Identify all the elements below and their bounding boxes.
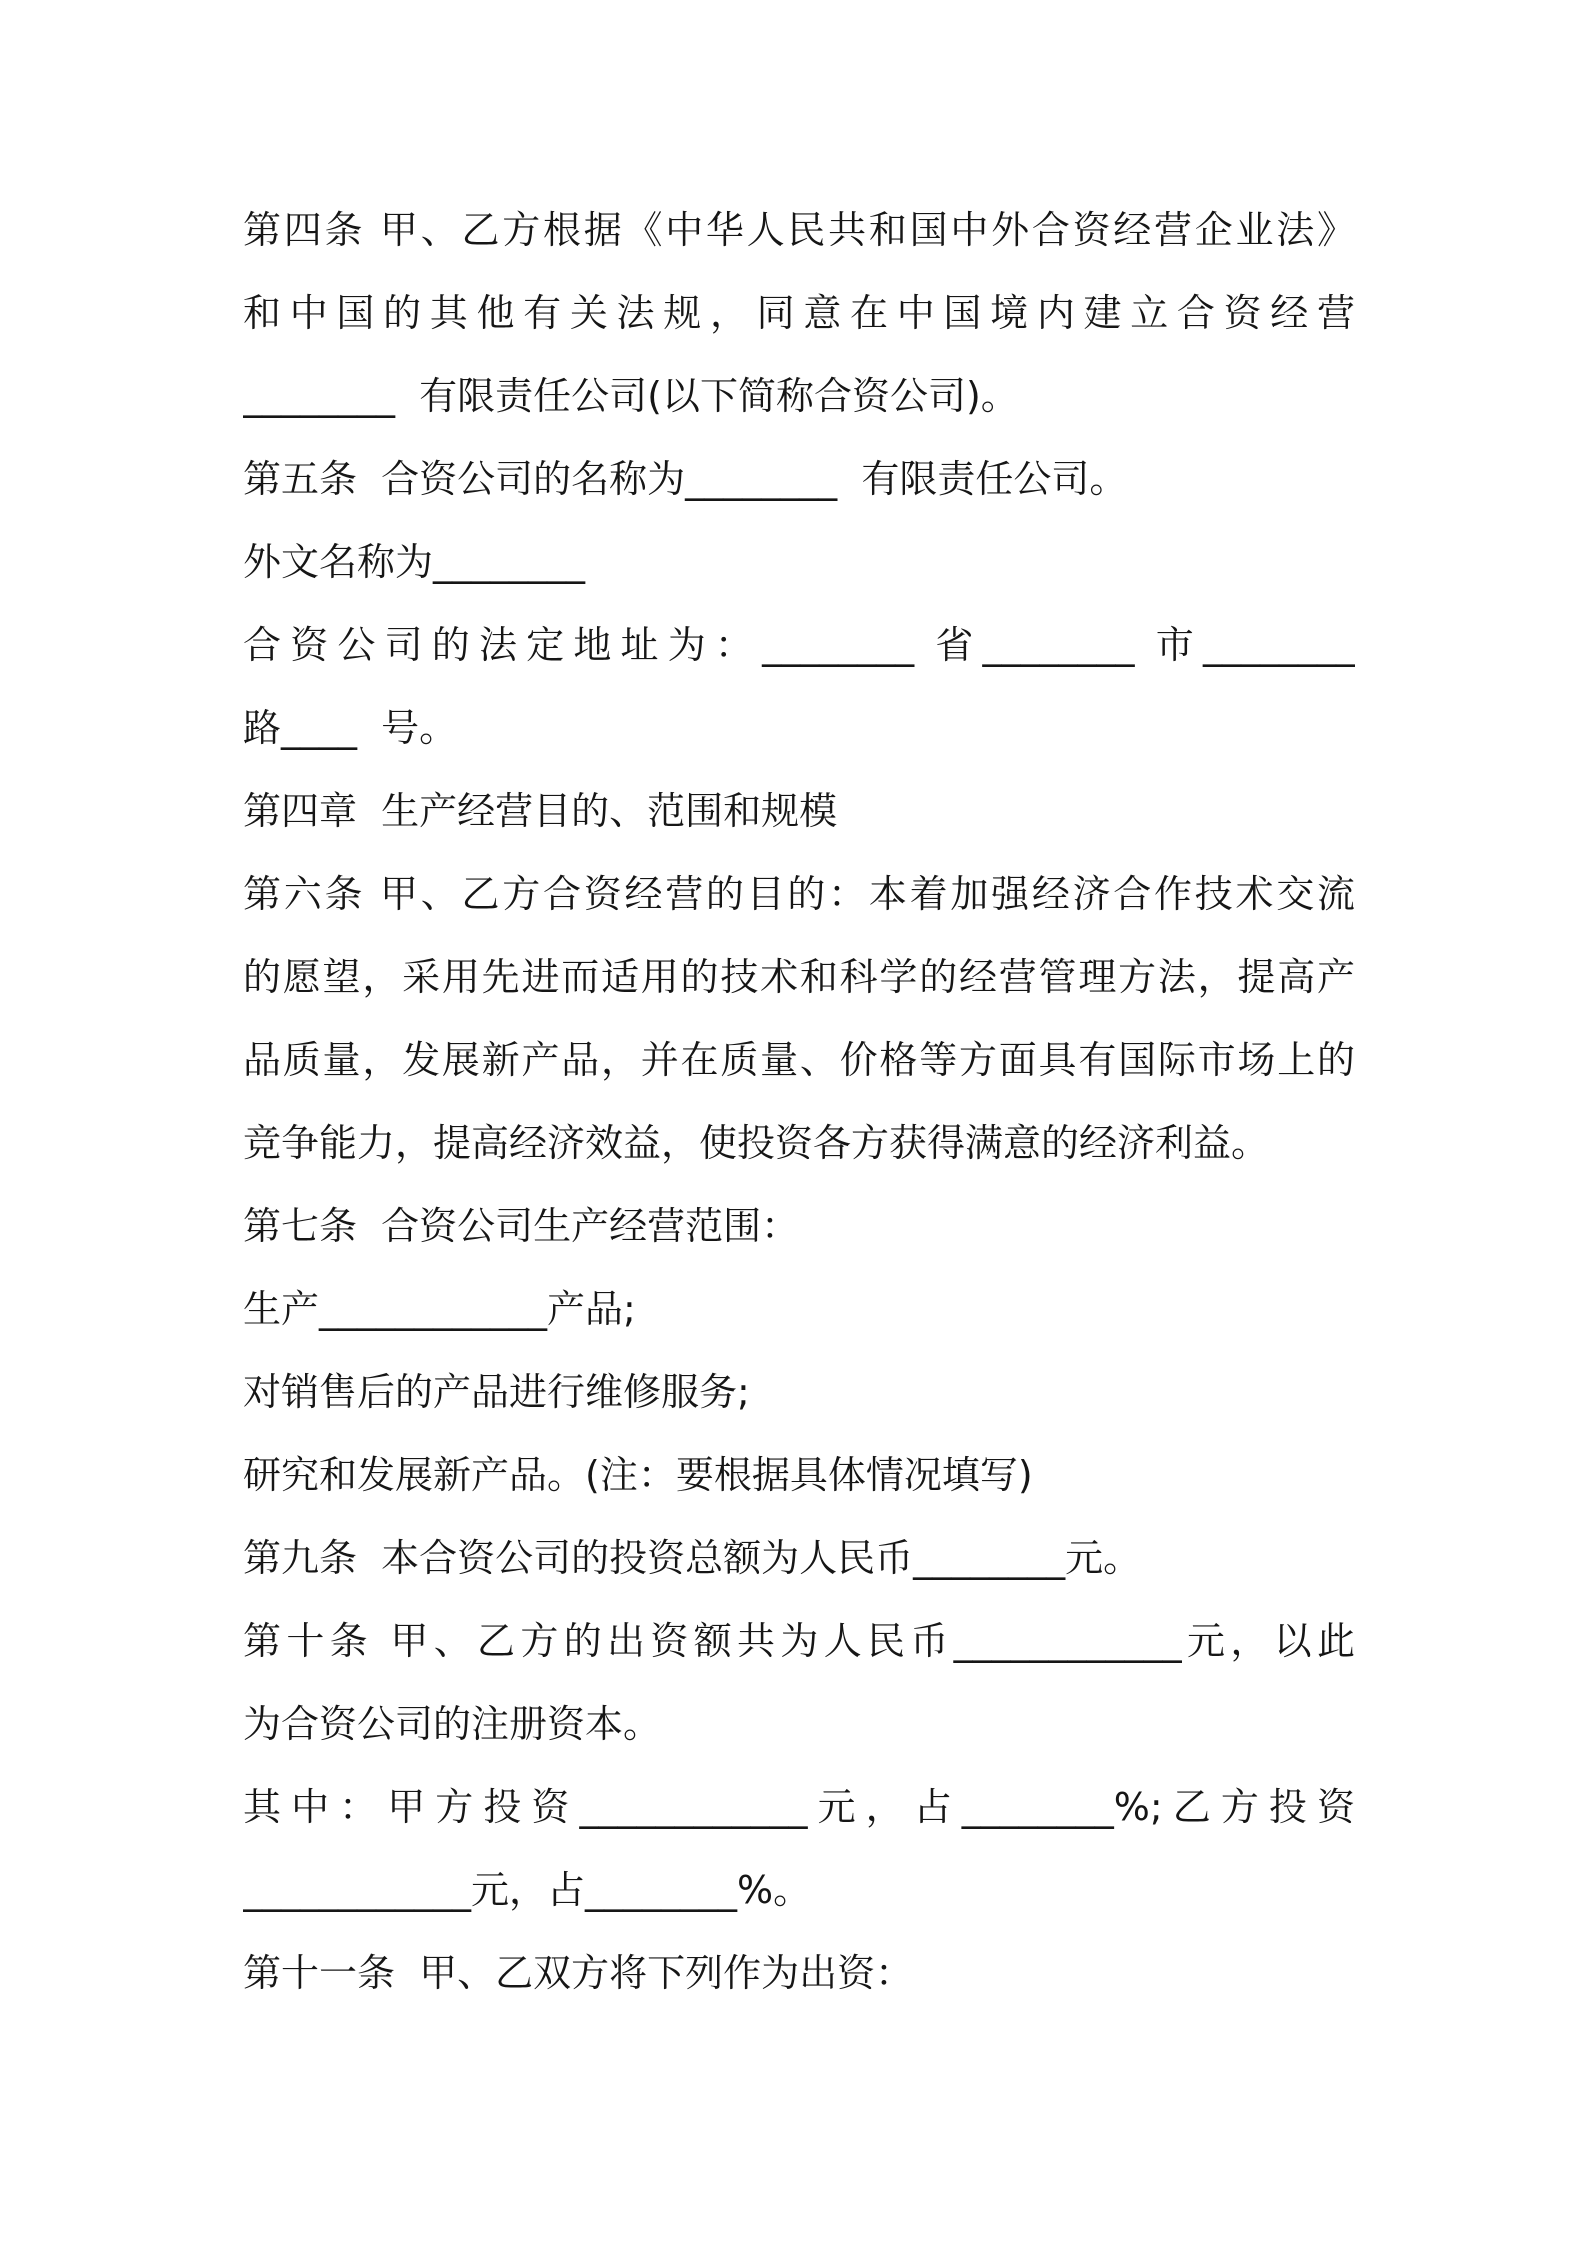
- text-line: 研究和发展新产品。(注：要根据具体情况填写): [243, 1453, 1033, 1497]
- text-line: 路____ 号。: [243, 706, 458, 750]
- text-line: 外文名称为________: [243, 540, 586, 584]
- text-line: 和中国的其他有关法规，同意在中国境内建立合资经营: [243, 291, 1355, 335]
- chapter-heading: 第四章 生产经营目的、范围和规模: [243, 789, 838, 833]
- text-line: 第六条 甲、乙方合资经营的目的：本着加强经济合作技术交流: [243, 872, 1355, 916]
- text-line: 第七条 合资公司生产经营范围：: [243, 1204, 800, 1248]
- text-line: 合资公司的法定地址为：________ 省________ 市________: [243, 623, 1355, 667]
- text-line: 对销售后的产品进行维修服务;: [243, 1370, 750, 1414]
- text-line: 为合资公司的注册资本。: [243, 1702, 662, 1746]
- text-line: 竞争能力，提高经济效益，使投资各方获得满意的经济利益。: [243, 1121, 1270, 1165]
- text-line: 第十条 甲、乙方的出资额共为人民币____________元，以此: [243, 1619, 1355, 1663]
- text-line: 其中：甲方投资____________元，占________%;乙方投资: [243, 1785, 1355, 1829]
- text-line: 第十一条 甲、乙双方将下列作为出资：: [243, 1951, 914, 1995]
- text-line: 生产____________产品;: [243, 1287, 636, 1331]
- text-line: 品质量，发展新产品，并在质量、价格等方面具有国际市场上的: [243, 1038, 1355, 1082]
- text-line: ________ 有限责任公司(以下简称合资公司)。: [243, 374, 1019, 418]
- text-line: 第四条 甲、乙方根据《中华人民共和国中外合资经营企业法》: [243, 208, 1355, 252]
- text-line: 第九条 本合资公司的投资总额为人民币________元。: [243, 1536, 1142, 1580]
- text-line: 的愿望，采用先进而适用的技术和科学的经营管理方法，提高产: [243, 955, 1355, 999]
- text-line: 第五条 合资公司的名称为________ 有限责任公司。: [243, 457, 1128, 501]
- text-line: ____________元，占________%。: [243, 1868, 812, 1912]
